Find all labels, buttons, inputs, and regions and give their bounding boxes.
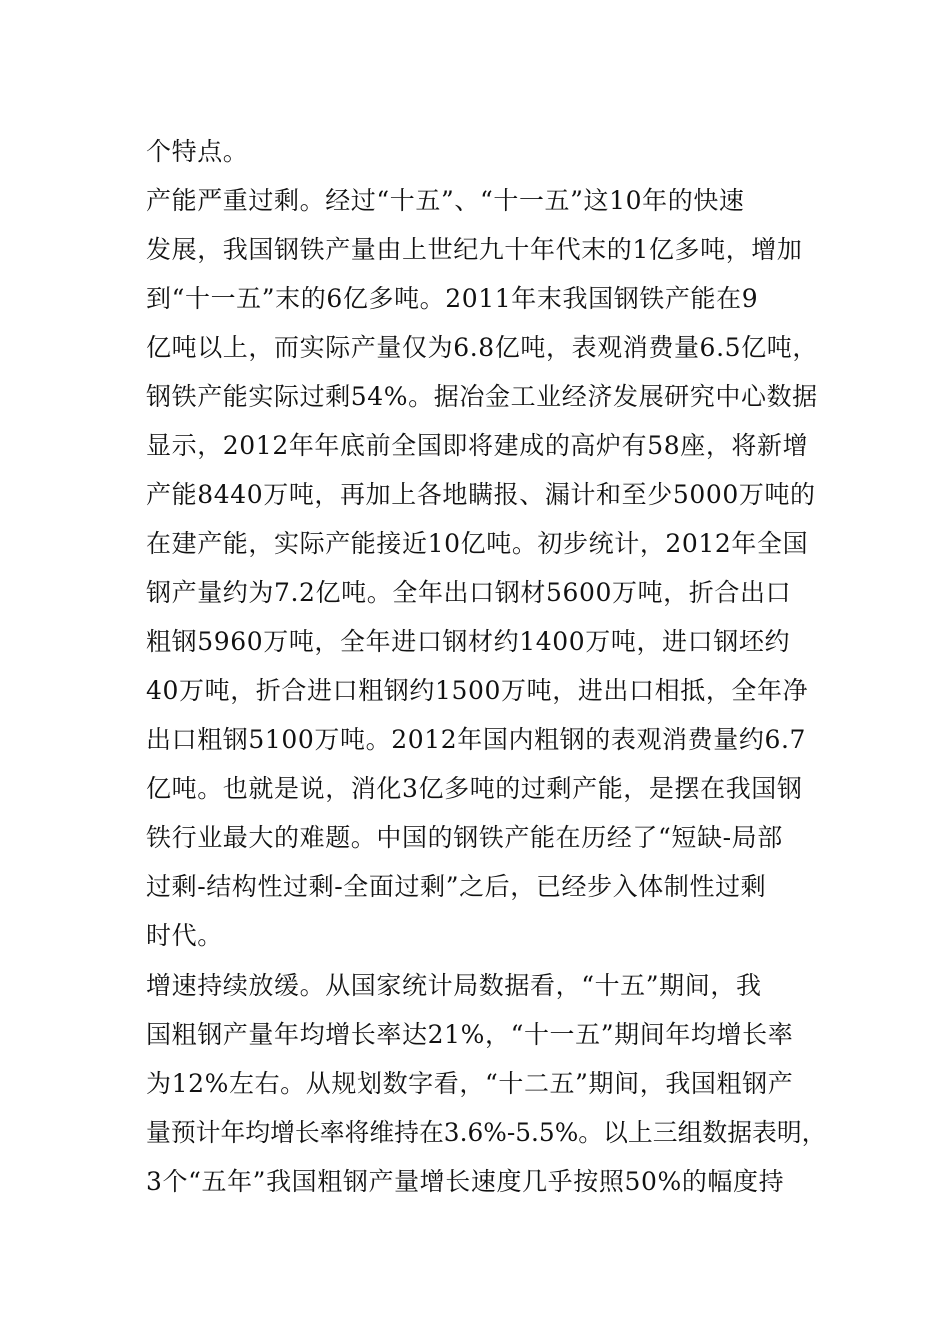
text-line: 发展，我国钢铁产量由上世纪九十年代末的1亿多吨，增加 <box>146 235 803 264</box>
text-line: 到“十一五”末的6亿多吨。2011年末我国钢铁产能在9 <box>146 284 759 313</box>
text-line: 在建产能，实际产能接近10亿吨。初步统计，2012年全国 <box>146 529 809 558</box>
text-line: 亿吨以上，而实际产量仅为6.8亿吨，表观消费量6.5亿吨， <box>146 333 818 362</box>
text-line: 过剩-结构性过剩-全面过剩”之后，已经步入体制性过剩 <box>146 872 767 901</box>
text-line: 铁行业最大的难题。中国的钢铁产能在历经了“短缺-局部 <box>146 823 783 852</box>
text-line: 出口粗钢5100万吨。2012年国内粗钢的表观消费量约6.7 <box>146 725 807 754</box>
text-line: 钢铁产能实际过剩54%。据冶金工业经济发展研究中心数据 <box>146 382 818 411</box>
text-line: 钢产量约为7.2亿吨。全年出口钢材5600万吨，折合出口 <box>146 578 792 607</box>
text-line: 产能严重过剩。经过“十五”、“十一五”这10年的快速 <box>146 186 745 215</box>
text-line: 亿吨。也就是说，消化3亿多吨的过剩产能，是摆在我国钢 <box>146 774 803 803</box>
text-line: 时代。 <box>146 921 223 950</box>
text-line: 增速持续放缓。从国家统计局数据看，“十五”期间，我 <box>146 971 762 1000</box>
text-line: 个特点。 <box>146 137 249 166</box>
text-line: 显示，2012年年底前全国即将建成的高炉有58座，将新增 <box>146 431 809 460</box>
text-line: 产能8440万吨，再加上各地瞒报、漏计和至少5000万吨的 <box>146 480 816 509</box>
text-line: 国粗钢产量年均增长率达21%，“十一五”期间年均增长率 <box>146 1020 794 1049</box>
text-line: 3个“五年”我国粗钢产量增长速度几乎按照50%的幅度持 <box>146 1167 785 1196</box>
text-line: 40万吨，折合进口粗钢约1500万吨，进出口相抵，全年净 <box>146 676 809 705</box>
text-line: 量预计年均增长率将维持在3.6%-5.5%。以上三组数据表明， <box>146 1118 827 1147</box>
text-line: 为12%左右。从规划数字看，“十二五”期间，我国粗钢产 <box>146 1069 794 1098</box>
text-line: 粗钢5960万吨，全年进口钢材约1400万吨，进口钢坯约 <box>146 627 791 656</box>
